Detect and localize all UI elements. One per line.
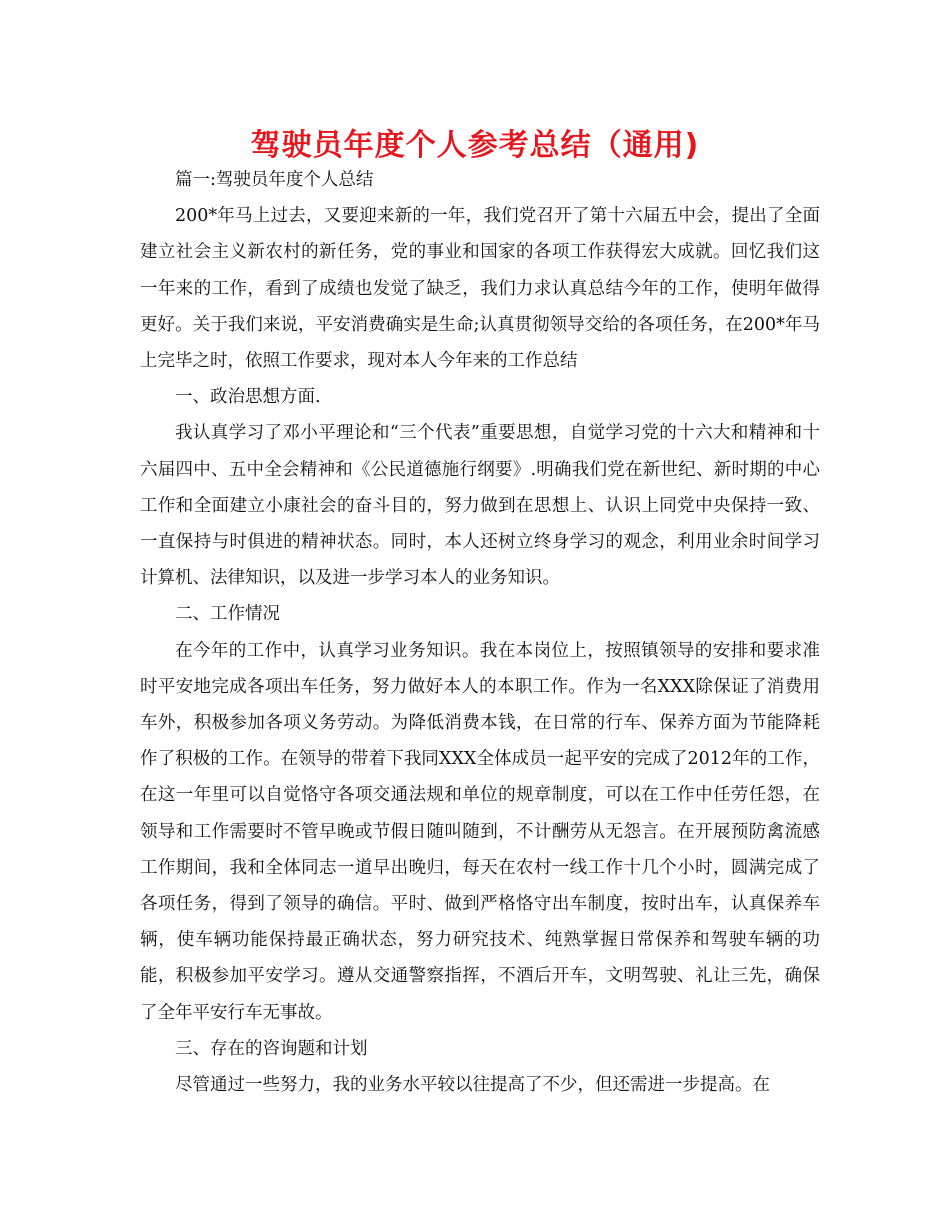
body-paragraph: 在今年的工作中，认真学习业务知识。我在本岗位上，按照镇领导的安排和要求准时平安地完成各项出车任务，努力做好本人的本职工作。作为一名XXX除保证了消费用车外，积极参加各项义务劳动。为降低消费本钱，在日常的行车、保养方面为节能降耗作了积极的工作。在领导的带着下我同XXX全体成员一起平安的完成了2012年的工作，在这一年里可以自觉恪守各项交通法规和单位的规章制度，可以在工作中任劳任怨，在领导和工作需要时不管早晚或节假日随叫随到，不计酬劳从无怨言。在开展预防禽流感工作期间，我和全体同志一道早出晚归，每天在农村一线工作十几个小时，圆满完成了各项任务，得到了领导的确信。平时、做到严格恪守出车制度，按时出车，认真保养车辆，使车辆功能保持最正确状态，努力研究技术、纯熟掌握日常保养和驾驶车辆的功能，积极参加平安学习。遵从交通警察指挥，不酒后开车，文明驾驶、礼让三先，确保了全年平安行车无事故。 — [140, 640, 820, 1023]
section-heading: 篇一:驾驶员年度个人总结 — [175, 170, 374, 190]
body-paragraph: 我认真学习了邓小平理论和“三个代表”重要思想，自觉学习党的十六大和精神和十六届四中、五中全会精神和《公民道德施行纲要》.明确我们党在新世纪、新时期的中心工作和全面建立小康社会的奋斗目的，努力做到在思想上、认识上同党中央保持一致、一直保持与时俱进的精神状态。同时，本人还树立终身学习的观念，利用业余时间学习计算机、法律知识，以及进一步学习本人的业务知识。 — [140, 423, 820, 589]
section-heading: 二、工作情况 — [175, 604, 280, 625]
document-body — [140, 162, 820, 1103]
body-paragraph: 尽管通过一些努力，我的业务水平较以往提高了不少，但还需进一步提高。在 — [175, 1075, 770, 1096]
document-title: 驾驶员年度个人参考总结（通用) — [250, 128, 700, 163]
section-heading: 一、政治思想方面. — [175, 387, 321, 408]
body-paragraph: 200*年马上过去，又要迎来新的一年，我们党召开了第十六届五中会，提出了全面建立社会主义新农村的新任务，党的事业和国家的各项工作获得宏大成就。回忆我们这一年来的工作，看到了成绩也发觉了缺乏，我们力求认真总结今年的工作，使明年做得更好。关于我们来说，平安消费确实是生命;认真贯彻领导交给的各项任务，在200*年马上完毕之时，依照工作要求，现对本人今年来的工作总结 — [140, 206, 820, 372]
section-heading: 三、存在的咨询题和计划 — [175, 1038, 368, 1059]
